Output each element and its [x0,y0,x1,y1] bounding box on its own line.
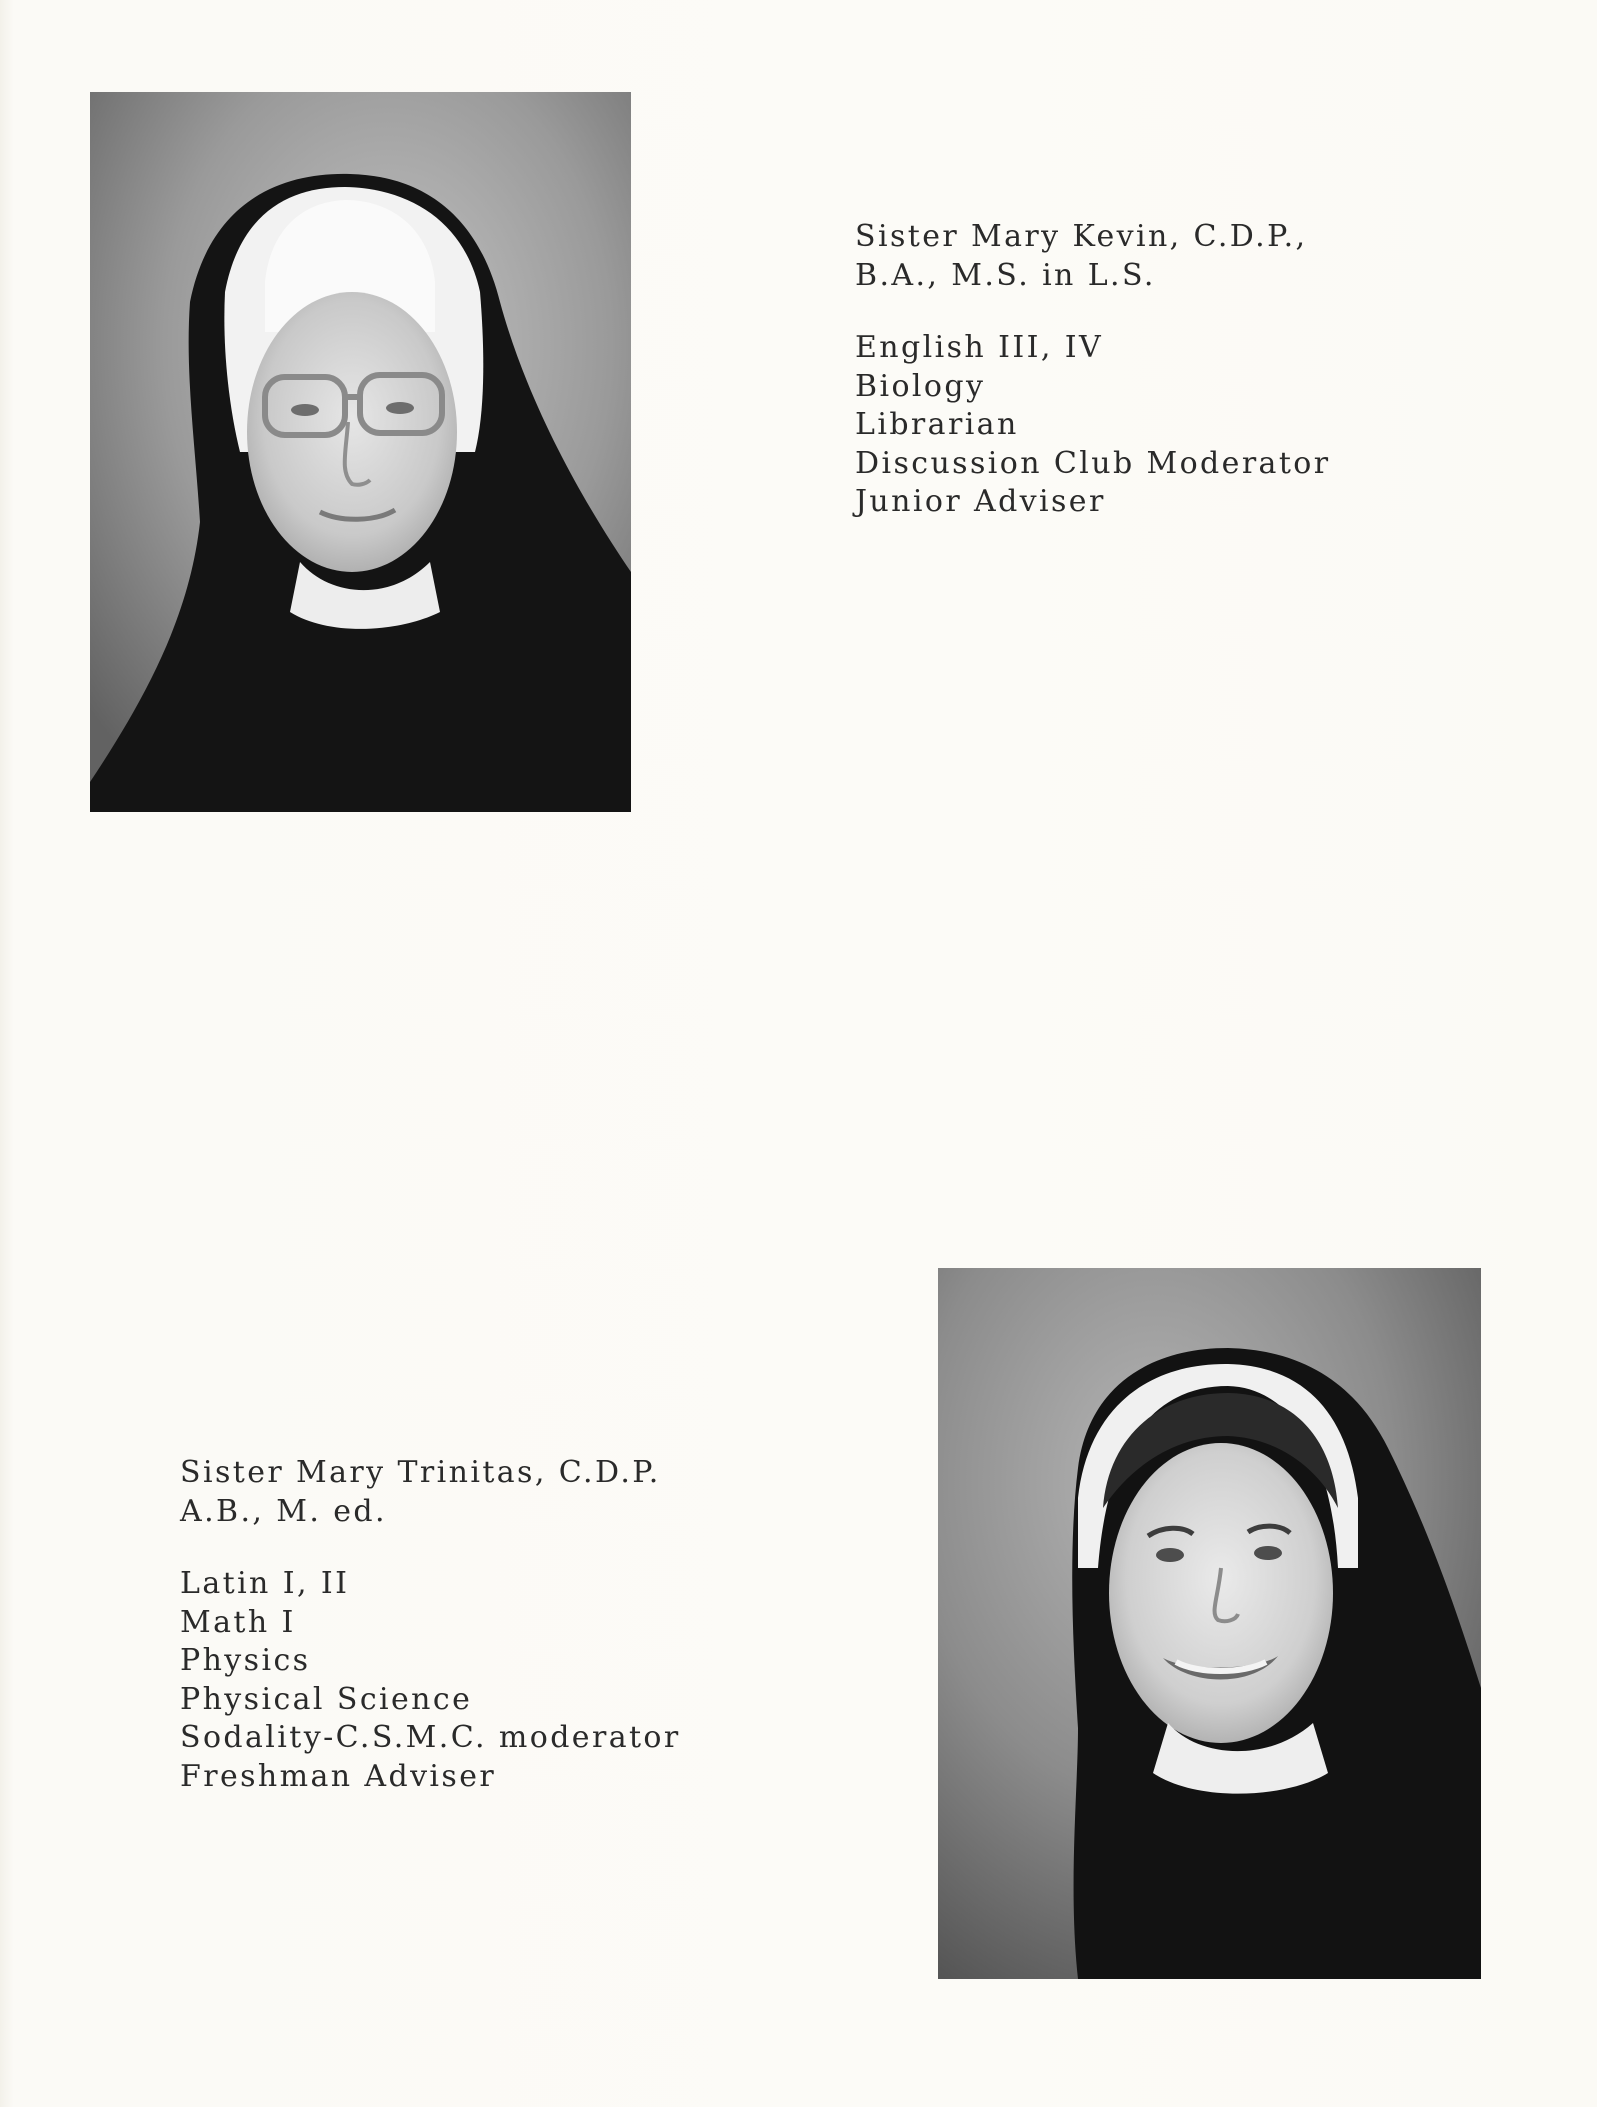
faculty-degrees: A.B., M. ed. [180,1493,387,1529]
duty-item: Latin I, II [180,1566,350,1601]
duty-item: Math I [180,1604,296,1640]
faculty-name: Sister Mary Kevin, C.D.P., [855,219,1308,254]
faculty-bio-sister-mary-trinitas [180,1454,681,1796]
portrait-image [90,92,631,812]
portrait-sister-mary-trinitas [938,1268,1481,1979]
duty-item: Librarian [855,407,1019,442]
spacer [180,1531,681,1565]
duty-item: Physical Science [180,1681,473,1717]
portrait-image [938,1268,1481,1979]
duty-item: Physics [180,1643,311,1678]
duty-item: Freshman Adviser [180,1758,497,1794]
faculty-bio-sister-mary-kevin [855,218,1331,522]
duty-item: Junior Adviser [855,484,1106,519]
duty-item: Discussion Club Moderator [855,445,1331,481]
spacer [855,295,1331,329]
duty-item: English III, IV [855,330,1104,365]
duty-item: Biology [855,368,986,404]
portrait-sister-mary-kevin [90,92,631,812]
duty-item: Sodality-C.S.M.C. moderator [180,1720,681,1755]
faculty-degrees: B.A., M.S. in L.S. [855,257,1156,293]
faculty-name: Sister Mary Trinitas, C.D.P. [180,1455,661,1490]
